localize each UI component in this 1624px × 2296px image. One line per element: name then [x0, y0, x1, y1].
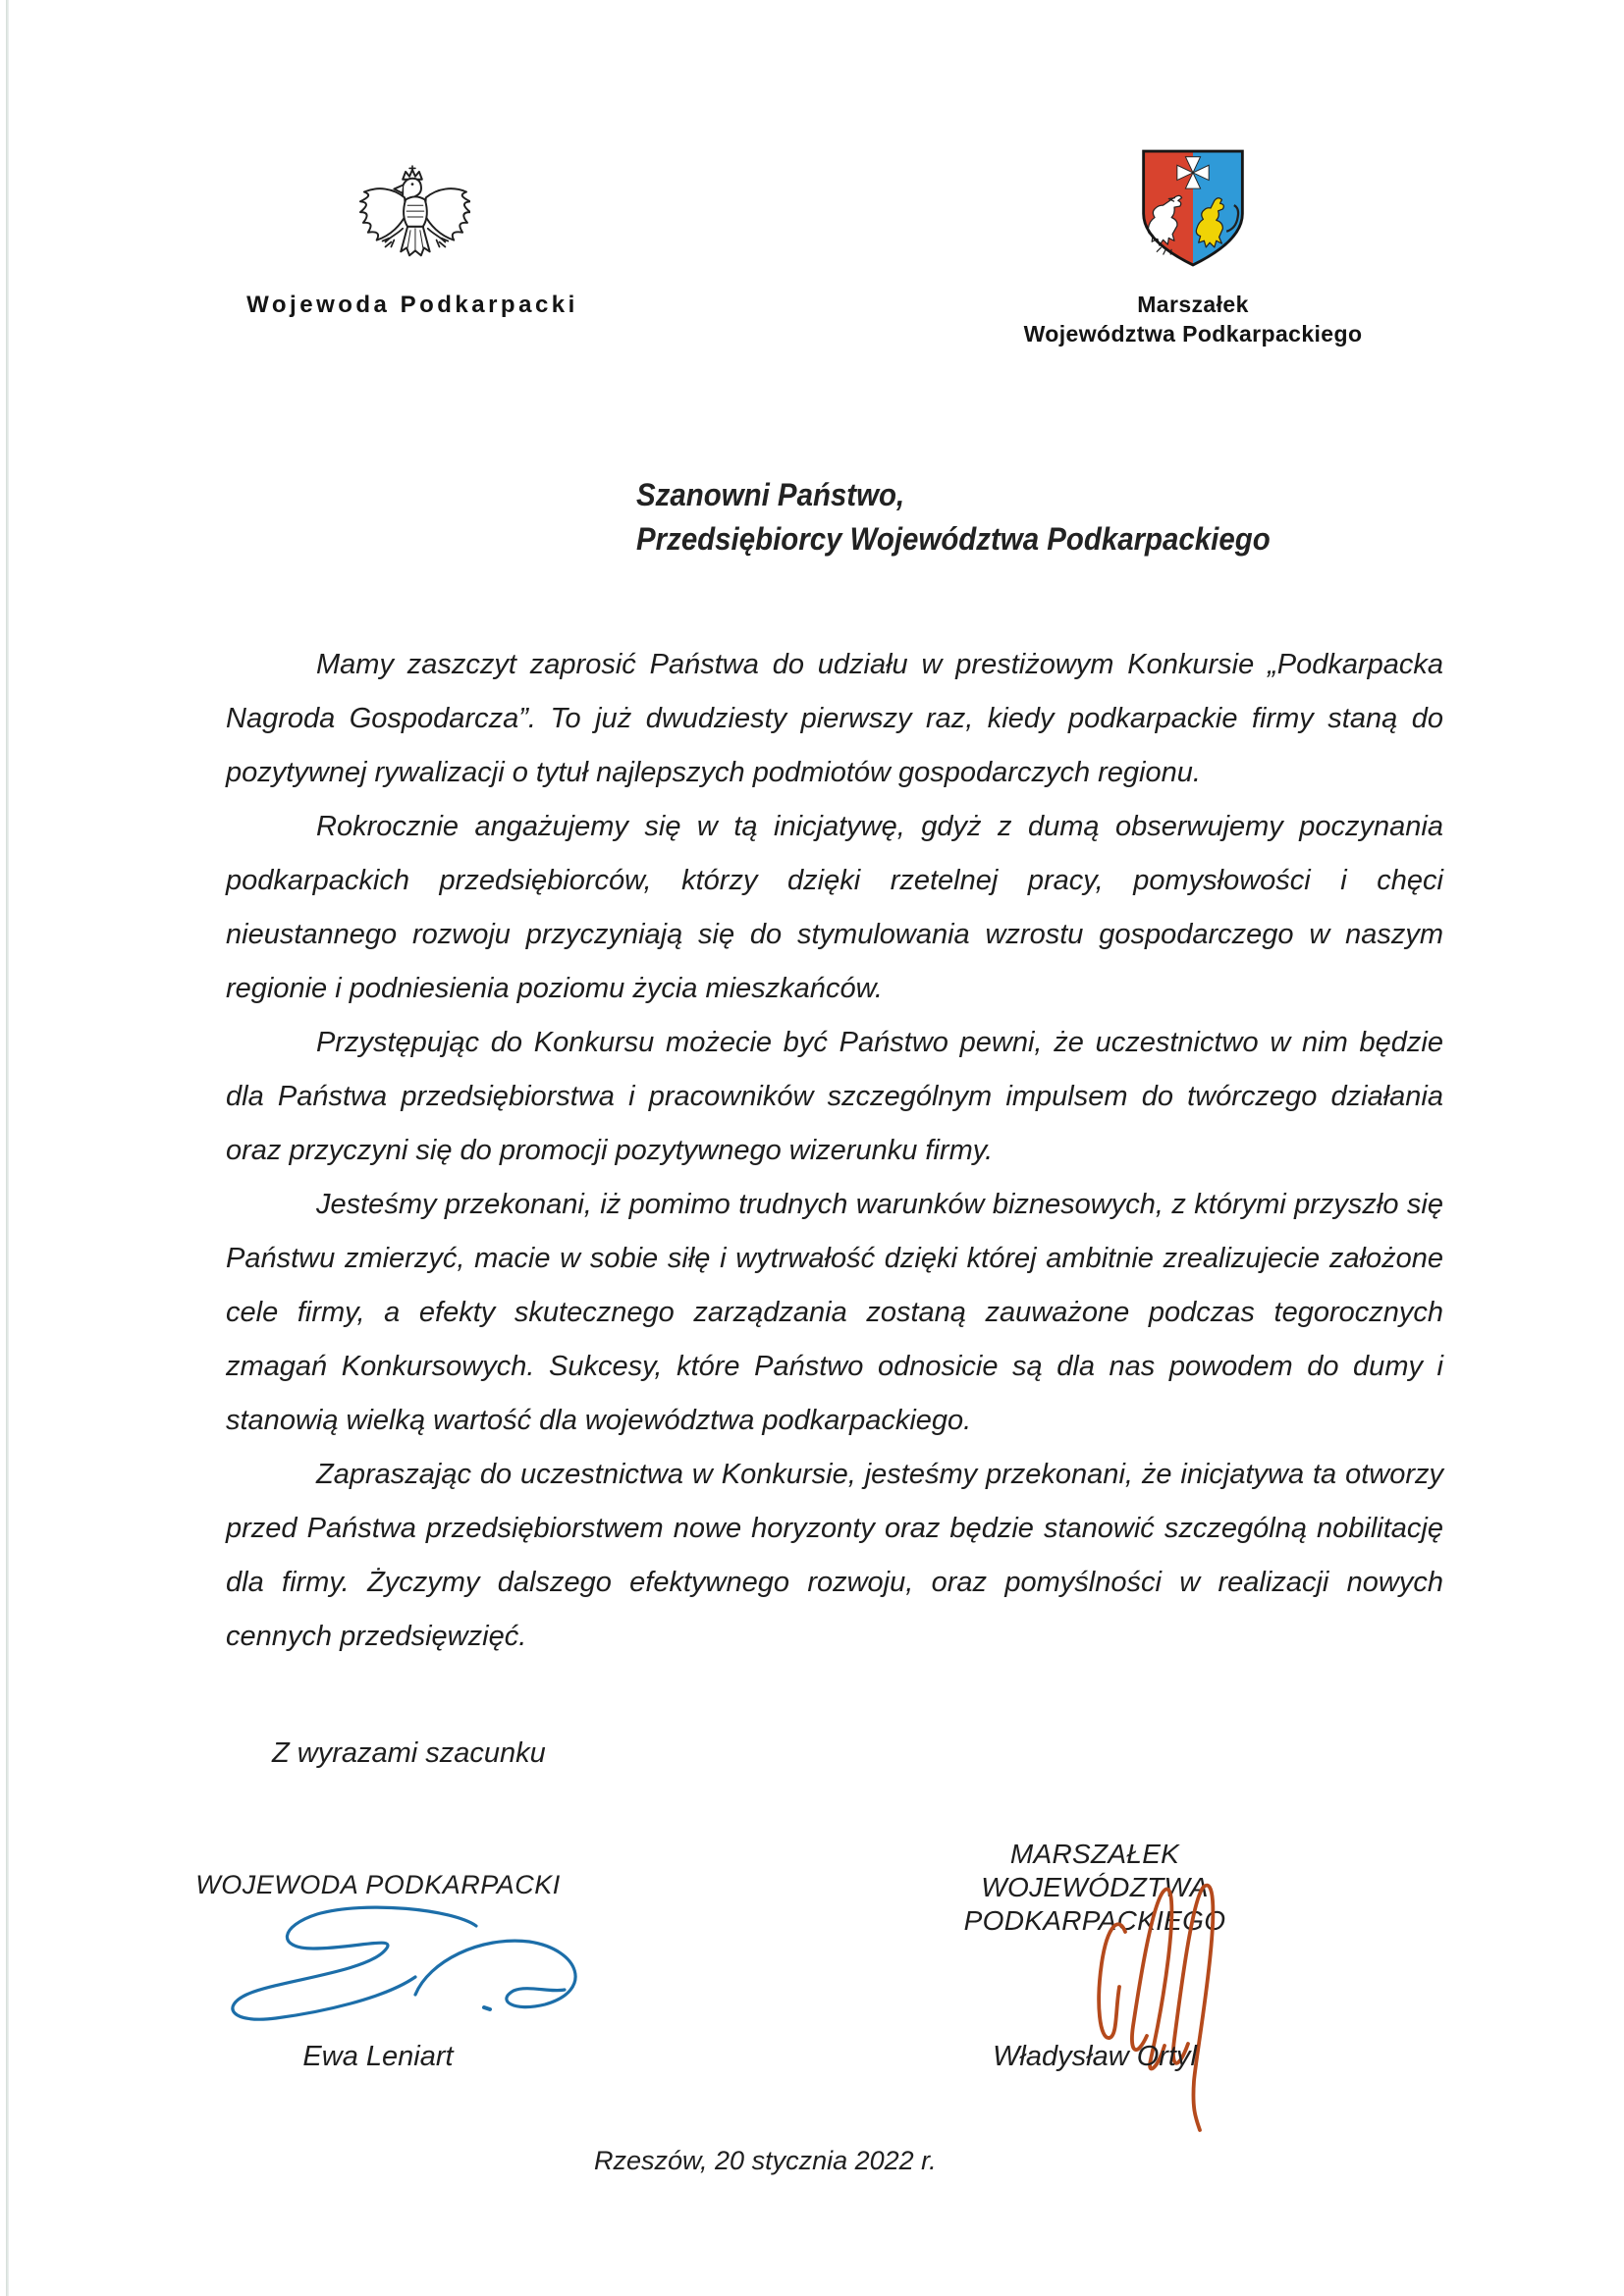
podkarpackie-coat-of-arms-icon [1137, 143, 1249, 273]
header-right-label-line2: Województwa Podkarpackiego [1023, 321, 1363, 347]
signature-left-title: WOJEWODA PODKARPACKI [195, 1870, 561, 1899]
header-right-label [1011, 290, 1375, 348]
signature-left-handwriting [219, 1904, 610, 2030]
paragraph-5: Zapraszając do uczestnictwa w Konkursie, jesteśmy przekonani, że inicjatywa ta otworzy przed Państwa przedsiębiorstwem nowe horyzonty oraz będzie stanowić szczególną nobilitację dla firmy. Życzymy dalszego efektywnego rozwoju, oraz pomyślności w realizacji nowych cennych przedsięwzięć. [226, 1459, 1443, 1652]
header-right-label-line1: Marszałek [1137, 292, 1249, 317]
paragraph-4: Jesteśmy przekonani, iż pomimo trudnych warunków biznesowych, z którymi przyszło się Państwu zmierzyć, macie w sobie siłę i wytrwałość dzięki której ambitnie zrealizujecie założone cele firmy, a efekty skutecznego zarządzania zostaną zauważone podczas tegorocznych zmagań Konkursowych. Sukcesy, które Państwo odnosicie są dla nas powodem do dumy i stanowią wielką wartość dla województwa podkarpackiego. [226, 1189, 1443, 1436]
signature-right-title-line1: MARSZAŁEK [1009, 1839, 1180, 1869]
header-left-label: Wojewoda Podkarpacki [246, 292, 578, 318]
salutation-line1: Szanowni Państwo, [636, 477, 905, 512]
paragraph-3: Przystępując do Konkursu możecie być Państwo pewni, że uczestnictwo w nim będzie dla Państwa przedsiębiorstwa i pracowników szczególnym impulsem do twórczego działania oraz przyczyni się do promocji pozytywnego wizerunku firmy. [226, 1027, 1443, 1166]
place-and-date: Rzeszów, 20 stycznia 2022 r. [594, 2146, 937, 2175]
signature-right-handwriting [1092, 1877, 1229, 2134]
closing-phrase: Z wyrazami szacunku [272, 1737, 546, 1769]
salutation [636, 473, 1271, 561]
paragraph-1: Mamy zaszczyt zaprosić Państwa do udziału w prestiżowym Konkursie „Podkarpacka Nagroda Gospodarcza”. To już dwudziesty pierwszy raz, kiedy podkarpackie firmy staną do pozytywnej rywalizacji o tytuł najlepszych podmiotów gospodarczych regionu. [226, 649, 1443, 788]
paragraph-2: Rokrocznie angażujemy się w tą inicjatywę, gdyż z dumą obserwujemy poczynania podkarpackich przedsiębiorców, którzy dzięki rzetelnej pracy, pomysłowości i chęci nieustannego rozwoju przyczyniają się do stymulowania wzrostu gospodarczego w naszym regionie i podniesienia poziomu życia mieszkańców. [226, 811, 1443, 1004]
letter-body [226, 638, 1443, 1664]
signature-left-name: Ewa Leniart [302, 2041, 454, 2072]
scan-artifact-line [6, 0, 9, 2296]
header-left [236, 165, 589, 319]
salutation-line2: Przedsiębiorcy Województwa Podkarpackiego [636, 521, 1271, 557]
signature-right-title-line2: WOJEWÓDZTWA PODKARPACKIEGO [963, 1872, 1226, 1936]
polish-eagle-icon [354, 165, 470, 271]
header-right [1011, 143, 1375, 348]
signature-right-name: Władysław Ortyl [993, 2041, 1197, 2072]
